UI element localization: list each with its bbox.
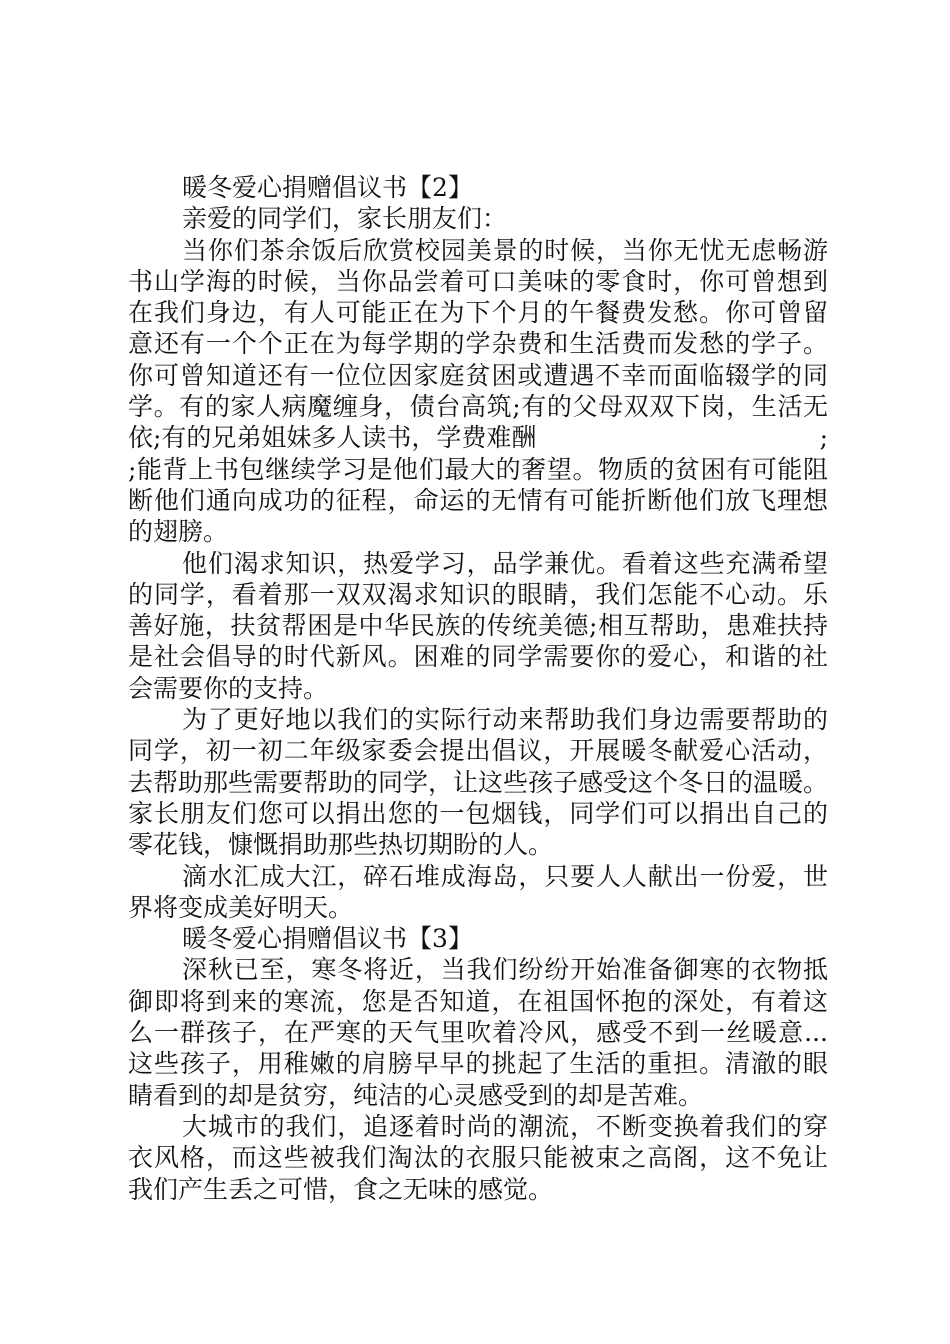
text-line: 我们产生丢之可惜，食之无味的感觉。 (128, 1174, 554, 1204)
text-line: 会需要你的支持。 (128, 673, 329, 703)
paragraph (128, 704, 828, 860)
text-line: 学。有的家人病魔缠身，债台高筑;有的父母双双下岗，生活无 (128, 392, 828, 422)
text-line: 你可曾知道还有一位位因家庭贫困或遭遇不幸而面临辍学的同 (128, 360, 828, 390)
paragraph (128, 235, 828, 548)
text-line: 善好施，扶贫帮困是中华民族的传统美德;相互帮助，患难扶持 (128, 611, 828, 641)
text-line: 衣风格，而这些被我们淘汰的衣服只能被束之高阁，这不免让 (128, 1143, 828, 1173)
section-heading: 暖冬爱心捐赠倡议书【3】 (182, 924, 473, 954)
text-line: 么一群孩子，在严寒的天气里吹着冷风，感受不到一丝暖意... (128, 1018, 828, 1048)
paragraph (128, 548, 828, 704)
text-line: 同学，初一初二年级家委会提出倡议，开展暖冬献爱心活动， (128, 736, 828, 766)
text-line: 在我们身边，有人可能正在为下个月的午餐费发愁。你可曾留 (128, 298, 828, 328)
text-line: 为了更好地以我们的实际行动来帮助我们身边需要帮助的 (182, 705, 828, 735)
text-line: 书山学海的时候，当你品尝着可口美味的零食时，你可曾想到 (128, 266, 828, 296)
paragraph (128, 954, 828, 1110)
text-line: 的翅膀。 (128, 517, 229, 547)
paragraph (128, 1111, 828, 1205)
section-heading: 暖冬爱心捐赠倡议书【2】 (182, 173, 473, 202)
text-line: 大城市的我们，追逐着时尚的潮流，不断变换着我们的穿 (182, 1111, 828, 1141)
text-fragment: ; (819, 423, 828, 453)
text-line: 家长朋友们您可以捐出您的一包烟钱，同学们可以捐出自己的 (128, 798, 828, 828)
greeting: 亲爱的同学们，家长朋友们： (182, 204, 508, 234)
text-line: 他们渴求知识，热爱学习，品学兼优。看着这些充满希望 (182, 548, 828, 578)
text-line: ;能背上书包继续学习是他们最大的奢望。物质的贫困有可能阻 (128, 454, 828, 484)
text-line: 深秋已至，寒冬将近，当我们纷纷开始准备御寒的衣物抵 (182, 955, 828, 985)
text-line: 御即将到来的寒流，您是否知道，在祖国怀抱的深处，有着这 (128, 986, 828, 1016)
text-line: 是社会倡导的时代新风。困难的同学需要你的爱心，和谐的社 (128, 642, 828, 672)
text-fragment: 依;有的兄弟姐妹多人读书，学费难酬 (128, 423, 537, 453)
text-line: 的同学，看着那一双双渴求知识的眼睛，我们怎能不心动。乐 (128, 579, 828, 609)
text-line: 当你们茶余饭后欣赏校园美景的时候，当你无忧无虑畅游 (182, 235, 828, 265)
text-line: 滴水汇成大江，碎石堆成海岛，只要人人献出一份爱，世 (182, 861, 828, 891)
document-page (128, 172, 828, 1205)
text-line: 睛看到的却是贫穷，纯洁的心灵感受到的却是苦难。 (128, 1080, 704, 1110)
text-line: 零花钱，慷慨捐助那些热切期盼的人。 (128, 830, 554, 860)
paragraph (128, 861, 828, 924)
text-line: 这些孩子，用稚嫩的肩膀早早的挑起了生活的重担。清澈的眼 (128, 1049, 828, 1079)
text-line: 界将变成美好明天。 (128, 892, 354, 922)
text-line: 断他们通向成功的征程，命运的无情有可能折断他们放飞理想 (128, 485, 828, 515)
text-line: 意还有一个个正在为每学期的学杂费和生活费而发愁的学子。 (128, 329, 828, 359)
text-line (128, 422, 828, 453)
text-line: 去帮助那些需要帮助的同学，让这些孩子感受这个冬日的温暖。 (128, 767, 829, 797)
